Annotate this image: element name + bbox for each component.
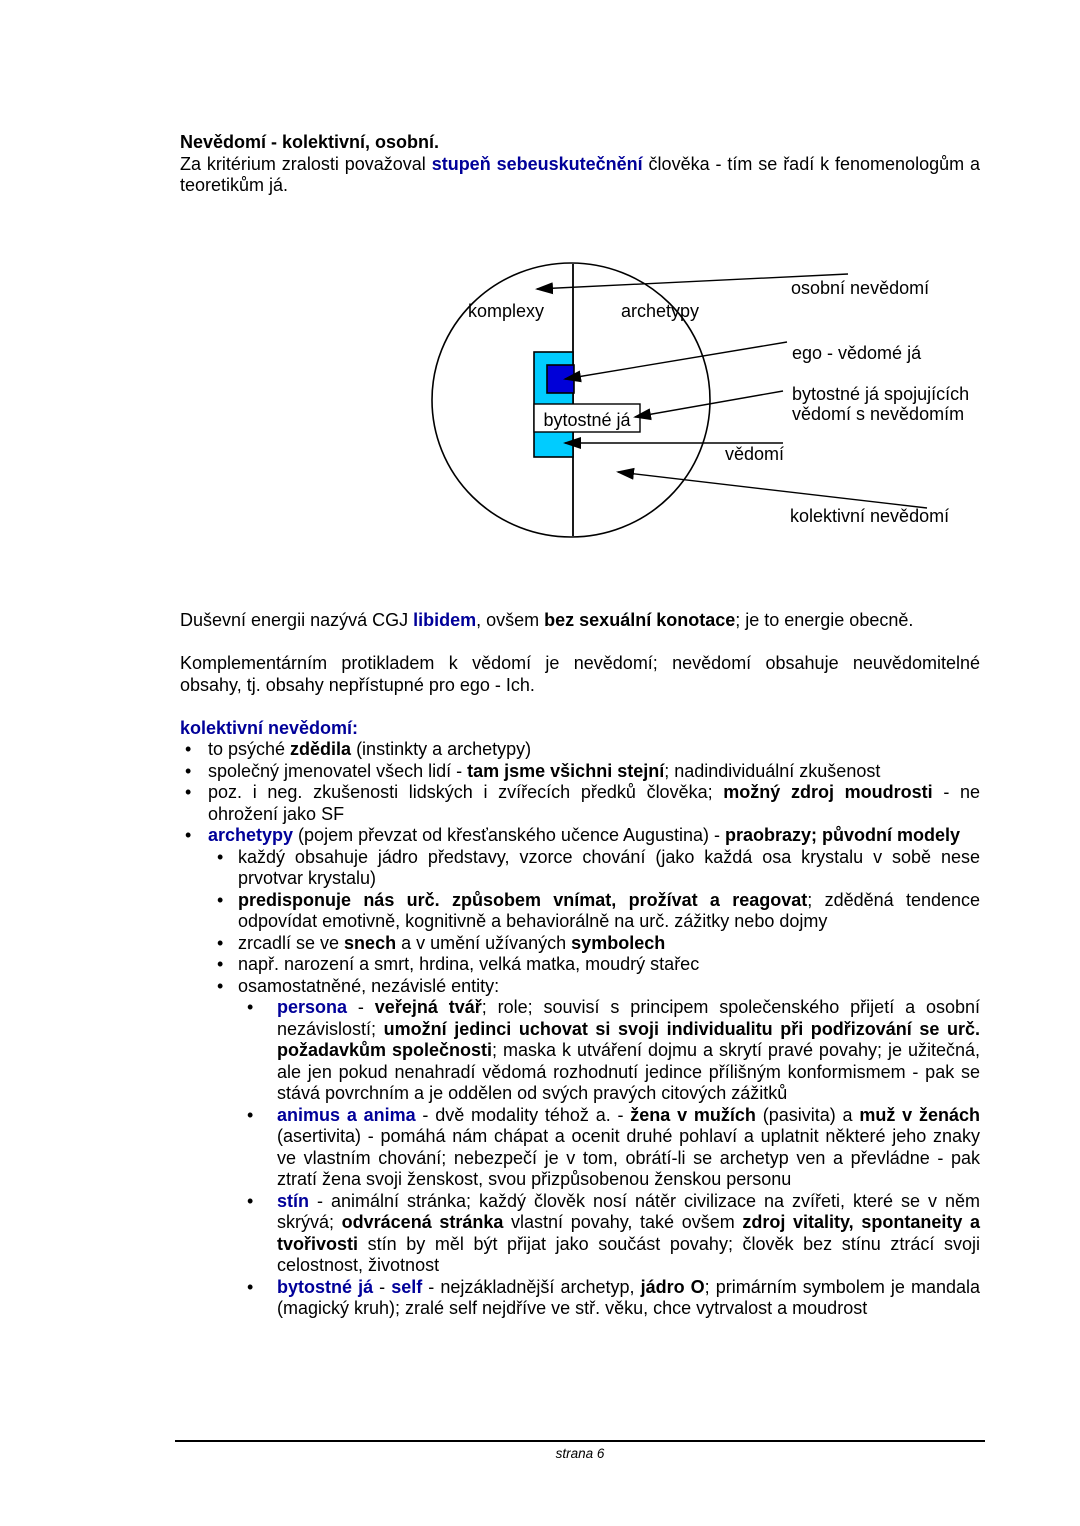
text-run: zrcadlí se ve <box>238 932 345 953</box>
callout-line-kolektivni-nevedomi <box>618 472 927 508</box>
emphasis-bold: zdědila <box>290 739 352 759</box>
text-run: (asertivita) - pomáhá nám chápat a ocenit druhé pohlaví a uplatnit některé jeho znaky <box>277 1126 980 1146</box>
kolektivni-nevedomi-label: kolektivní nevědomí <box>790 506 950 526</box>
osobni-nevedomi-label: osobní nevědomí <box>791 278 930 298</box>
list-item-text <box>238 847 980 890</box>
list-item <box>180 825 980 847</box>
text-run: celostnost, životnost <box>277 1255 440 1275</box>
emphasis-bold: tam jsme všichni stejní <box>467 760 665 781</box>
text-line <box>277 1083 980 1105</box>
text-run: (pojem převzat od křesťanského učence Augustina) - <box>293 825 726 845</box>
text-line <box>277 1040 980 1062</box>
callout-line-ego <box>565 342 787 379</box>
bullet-marker: • <box>217 954 224 974</box>
text-run: to psýché <box>208 739 291 759</box>
list-item-text <box>238 933 980 955</box>
list-item-text <box>238 954 980 976</box>
text-run: osamostatněné, nezávislé entity: <box>238 975 500 996</box>
list-item <box>180 890 980 933</box>
text-run: Komplementárním protikladem k vědomí je nevědomí; nevědomí obsahuje neuvědomitelné <box>180 653 980 673</box>
text-run: vlastní povahy, také ovšem <box>503 1212 743 1232</box>
text-line <box>208 825 980 847</box>
list-item-text <box>277 1191 980 1277</box>
text-run: nezávislostí; <box>277 1018 384 1039</box>
list-item <box>180 1105 980 1191</box>
list-item <box>180 847 980 890</box>
text-run: ; je to energie obecně. <box>735 610 914 630</box>
emphasis-bold: umožní jedinci uchovat si svoji individualitu při podřizování se urč. <box>383 1018 981 1039</box>
text-line <box>277 1212 980 1234</box>
list-item <box>180 1277 980 1320</box>
bullet-list <box>180 739 980 1320</box>
intro-section <box>180 132 980 197</box>
text-line <box>238 911 980 933</box>
text-line <box>238 890 980 912</box>
vedomi-label: vědomí <box>725 444 785 464</box>
paragraph-libido <box>180 610 980 632</box>
emphasis-navy: libidem <box>413 610 477 630</box>
text-run: teoretikům já. <box>180 175 289 195</box>
emphasis-bold: veřejná tvář <box>374 997 482 1017</box>
emphasis-bold: muž v ženách <box>859 1104 980 1125</box>
bullet-marker: • <box>247 1104 254 1125</box>
footer-rule <box>175 1440 985 1442</box>
list-item-text <box>238 976 980 998</box>
psyche-structure-diagram <box>410 255 990 565</box>
list-item <box>180 954 980 976</box>
bullet-marker: • <box>185 739 192 759</box>
body-text-column <box>180 610 980 1320</box>
ego-vedome-ja-label: ego - vědomé já <box>792 343 922 363</box>
paragraph-komplementarni <box>180 653 980 696</box>
text-run: - nejzákladnější archetyp, <box>422 1276 641 1297</box>
bullet-marker: • <box>217 846 224 867</box>
archetypy-label: archetypy <box>620 301 700 321</box>
text-line <box>277 1298 980 1320</box>
list-item-text <box>208 782 980 825</box>
emphasis-bold: praobrazy; původní modely <box>725 825 961 845</box>
text-line <box>277 1234 980 1256</box>
text-line <box>180 154 980 176</box>
text-run: ; role; souvisí s principem společenského přijetí a osobní <box>481 997 981 1017</box>
text-run: ; nadindividuální zkušenost <box>664 760 881 781</box>
text-line <box>180 675 980 697</box>
text-run: obsahy, tj. obsahy nepřístupné pro ego - Ich. <box>180 674 535 695</box>
text-run: ztratí žena svoji ženskost, svou přizpůsobenou ženskou personu <box>277 1169 792 1189</box>
text-line <box>180 175 980 197</box>
list-item <box>180 739 980 761</box>
list-item-text <box>277 1105 980 1191</box>
text-run: skrývá; <box>277 1212 342 1232</box>
text-line <box>180 653 980 675</box>
bullet-marker: • <box>185 782 192 802</box>
text-line <box>277 1105 980 1127</box>
text-run: ale jen pokud nenahradí vědomá rozhodnutí jedince přílišným konformismem - pak se <box>277 1061 980 1082</box>
text-run: (instinkty a archetypy) <box>351 739 532 759</box>
text-run: ve vlastním chování; nebezpečí je v tom, obrátí-li se archetyp ven a převládne - pak <box>277 1147 980 1168</box>
text-line <box>277 1277 980 1299</box>
emphasis-bold: žena v mužích <box>630 1104 756 1125</box>
text-line <box>208 804 980 826</box>
text-line <box>277 1255 980 1277</box>
emphasis-bold: snech <box>344 932 397 953</box>
text-run: ; primárním symbolem je mandala <box>704 1276 980 1297</box>
text-run: odpovídat emotivně, kognitivně a behaviorálně na urč. zážitky nebo dojmy <box>238 911 828 931</box>
text-run: člověka - tím se řadí k fenomenologům a <box>642 153 981 174</box>
emphasis-navy: archetypy <box>208 825 294 845</box>
list-item-text <box>208 739 980 761</box>
emphasis-navy: persona <box>277 997 348 1017</box>
list-item <box>180 933 980 955</box>
section-heading: Nevědomí - kolektivní, osobní. <box>180 132 440 152</box>
text-run: - dvě modality téhož a. - <box>415 1104 631 1125</box>
text-line <box>238 954 980 976</box>
text-run: ohrožení jako SF <box>208 803 345 824</box>
list-item <box>180 761 980 783</box>
text-run: , ovšem <box>476 610 545 630</box>
text-run: poz. i neg. zkušenosti lidských i zvířecích předků člověka; <box>208 782 724 802</box>
text-run: společný jmenovatel všech lidí - <box>208 760 468 781</box>
bullet-marker: • <box>247 997 254 1017</box>
text-run: ; zděděná tendence <box>807 889 981 910</box>
bullet-marker: • <box>185 825 192 845</box>
text-line <box>208 761 980 783</box>
text-line <box>277 1169 980 1191</box>
komplexy-label: komplexy <box>467 301 545 321</box>
emphasis-navy: self <box>391 1276 423 1297</box>
page-number: strana 6 <box>555 1446 605 1461</box>
text-line <box>277 1019 980 1041</box>
emphasis-bold: jádro O <box>640 1276 705 1297</box>
bullet-marker: • <box>185 760 192 781</box>
text-run: každý obsahuje jádro představy, vzorce chování (jako každá osa krystalu v sobě nese <box>238 846 980 867</box>
emphasis-bold: zdroj vitality, spontaneity a <box>742 1212 980 1232</box>
text-run: (pasivita) a <box>755 1104 860 1125</box>
emphasis-bold: predisponuje nás urč. způsobem vnímat, prožívat a reagovat <box>238 889 808 910</box>
text-run: a v umění užívaných <box>396 932 572 953</box>
text-line <box>238 847 980 869</box>
emphasis-bold: bez sexuální konotace <box>544 610 736 630</box>
list-heading-kolektivni-nevedomi: kolektivní nevědomí: <box>180 717 359 738</box>
emphasis-bold: možný zdroj moudrosti <box>723 782 933 802</box>
text-run: stín by měl být přijat jako součást povahy; člověk bez stínu ztrácí svoji <box>358 1233 980 1254</box>
text-line <box>238 868 980 890</box>
list-item-text <box>208 825 980 847</box>
text-run: (magický kruh); zralé self nejdříve ve stř. věku, chce vytrvalost a moudrost <box>277 1298 868 1318</box>
list-item-text <box>208 761 980 783</box>
list-item <box>180 997 980 1105</box>
text-run: - <box>373 1276 392 1297</box>
bullet-marker: • <box>217 975 224 996</box>
list-item-text <box>238 890 980 933</box>
text-line <box>208 782 980 804</box>
emphasis-navy: animus a anima <box>277 1104 416 1125</box>
text-run: - ne <box>932 782 981 802</box>
list-item-text <box>277 1277 980 1320</box>
emphasis-navy: stín <box>277 1190 310 1211</box>
bullet-marker: • <box>217 889 224 910</box>
text-run: - <box>347 997 375 1017</box>
emphasis-navy: bytostné já <box>277 1276 374 1297</box>
text-run: Za kritérium zralosti považoval <box>180 153 432 174</box>
bullet-marker: • <box>247 1190 254 1211</box>
emphasis-bold: požadavkům společnosti <box>277 1040 493 1060</box>
text-run: ; maska k utváření dojmu a skrytí pravé povahy; je užitečná, <box>492 1040 980 1060</box>
text-line <box>238 976 980 998</box>
bytostne-ja-callout-line2: vědomí s nevědomím <box>792 404 965 424</box>
bullet-marker: • <box>247 1276 254 1297</box>
bytostne-ja-box-label: bytostné já <box>543 410 631 430</box>
list-item <box>180 1191 980 1277</box>
ego-region <box>547 365 574 393</box>
text-line <box>180 610 980 632</box>
text-run: např. narození a smrt, hrdina, velká matka, moudrý stařec <box>238 954 700 974</box>
emphasis-bold: symbolech <box>571 932 666 953</box>
text-line <box>277 1126 980 1148</box>
text-run: prvotvar krystalu) <box>238 868 377 888</box>
emphasis-navy: stupeň sebeuskutečnění <box>431 153 643 174</box>
text-line <box>208 739 980 761</box>
text-line <box>277 997 980 1019</box>
bytostne-ja-callout-line1: bytostné já spojujících <box>792 384 970 404</box>
intro-paragraph <box>180 154 980 197</box>
text-line <box>277 1148 980 1170</box>
list-item <box>180 976 980 998</box>
bullet-marker: • <box>217 932 224 953</box>
text-line <box>238 933 980 955</box>
text-run: Duševní energii nazývá CGJ <box>180 610 414 630</box>
text-line <box>277 1191 980 1213</box>
text-line <box>277 1062 980 1084</box>
text-run: - animální stránka; každý člověk nosí nátěr civilizace na zvířeti, které se v něm <box>309 1190 980 1211</box>
list-item-text <box>277 997 980 1105</box>
emphasis-bold: odvrácená stránka <box>341 1212 504 1232</box>
emphasis-bold: tvořivosti <box>277 1233 359 1254</box>
text-run: stává povrchním a je oddělen od svých pravých citových zážitků <box>277 1083 788 1103</box>
list-item <box>180 782 980 825</box>
